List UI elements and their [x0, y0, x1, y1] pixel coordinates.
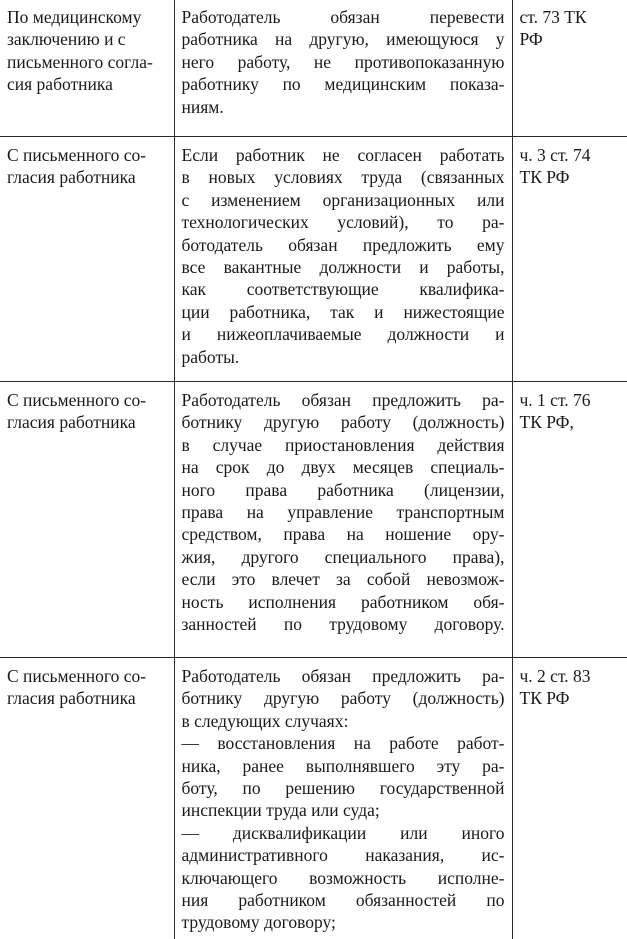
text-line: в следующих случаях:: [181, 710, 349, 731]
text-line: боту, по решению государственной: [181, 778, 505, 799]
text-line: ч. 1 ст. 76: [519, 390, 591, 410]
text-line: жия, другого специального права),: [181, 546, 505, 567]
text-line: ТК РФ: [519, 167, 570, 188]
text-line: ния работником обязанностей по: [181, 890, 505, 911]
text-line: ника, ранее выполнявшего эту ра-: [181, 755, 505, 776]
text-line: ключающего возможность исполне-: [181, 867, 505, 888]
text-line: гласия работника: [7, 167, 136, 188]
text-line: ТК РФ: [519, 688, 570, 709]
text-line: Работодатель обязан предложить ра-: [181, 666, 505, 686]
condition-cell: [0, 382, 174, 658]
text-line: средством, права на ношение ору-: [181, 524, 505, 545]
text-line: и нижеоплачиваемые должности и: [181, 324, 505, 345]
condition-cell: [0, 658, 174, 939]
text-line: сия работника: [7, 74, 113, 95]
text-line: — дисквалификации или иного: [181, 822, 505, 843]
article-cell: [512, 382, 627, 658]
text-line: работнику по медицинским показа-: [181, 74, 505, 95]
text-line: инспекции труда или суда;: [181, 800, 380, 821]
text-line: ч. 3 ст. 74: [519, 145, 591, 165]
description-cell: [174, 382, 512, 658]
text-line: По медицинскому: [7, 7, 142, 27]
text-line: занностей по трудовому договору.: [181, 614, 505, 635]
text-line: ботнику другую работу (должность): [181, 688, 505, 709]
text-line: ции работника, так и нижестоящие: [181, 301, 505, 322]
text-line: С письменного со-: [7, 666, 147, 686]
text-line: права на управление транспортным: [181, 502, 505, 523]
text-line: административного наказания, ис-: [181, 845, 505, 866]
text-line: Работодатель обязан предложить ра-: [181, 390, 505, 410]
table-row: [0, 382, 627, 658]
text-line: трудовому договору;: [181, 912, 336, 933]
text-line: ТК РФ,: [519, 412, 574, 433]
text-line: технологических условий), то ра-: [181, 212, 505, 233]
text-line: все вакантные должности и работы,: [181, 257, 505, 278]
text-line: с изменением организационных или: [181, 189, 505, 210]
description-cell: [174, 658, 512, 939]
text-line: ниям.: [181, 96, 224, 117]
article-cell: [512, 137, 627, 382]
text-line: РФ: [519, 29, 543, 50]
text-line: ч. 2 ст. 83: [519, 666, 591, 686]
article-cell: [512, 0, 627, 137]
text-line: если это влечет за собой невозмож-: [181, 569, 505, 590]
text-line: него работу, не противопоказанную: [181, 51, 505, 72]
text-line: ст. 73 ТК: [519, 7, 587, 27]
text-line: — восстановления на работе работ-: [181, 733, 505, 754]
condition-cell: [0, 137, 174, 382]
text-line: Работодатель обязан перевести: [181, 7, 505, 27]
table-row: [0, 0, 627, 137]
text-line: заключению и с: [7, 29, 126, 50]
condition-cell: [0, 0, 174, 137]
text-line: работника на другую, имеющуюся у: [181, 29, 505, 50]
text-line: на срок до двух месяцев специаль-: [181, 457, 505, 478]
text-line: С письменного со-: [7, 145, 147, 165]
description-cell: [174, 137, 512, 382]
text-line: письменного согла-: [7, 51, 153, 72]
text-line: Если работник не согласен работать: [181, 145, 505, 165]
table-row: [0, 137, 627, 382]
text-line: в новых условиях труда (связанных: [181, 167, 505, 188]
text-line: гласия работника: [7, 688, 136, 709]
text-line: работы.: [181, 346, 240, 367]
text-line: ботнику другую работу (должность): [181, 412, 505, 433]
text-line: ботодатель обязан предложить ему: [181, 234, 505, 255]
text-line: ного права работника (лицензии,: [181, 479, 505, 500]
article-cell: [512, 658, 627, 939]
text-line: С письменного со-: [7, 390, 147, 410]
table-row: [0, 658, 627, 939]
text-line: как соответствующие квалифика-: [181, 279, 505, 300]
text-line: ность исполнения работником обя-: [181, 591, 505, 612]
text-line: гласия работника: [7, 412, 136, 433]
text-line: в случае приостановления действия: [181, 434, 505, 455]
description-cell: [174, 0, 512, 137]
